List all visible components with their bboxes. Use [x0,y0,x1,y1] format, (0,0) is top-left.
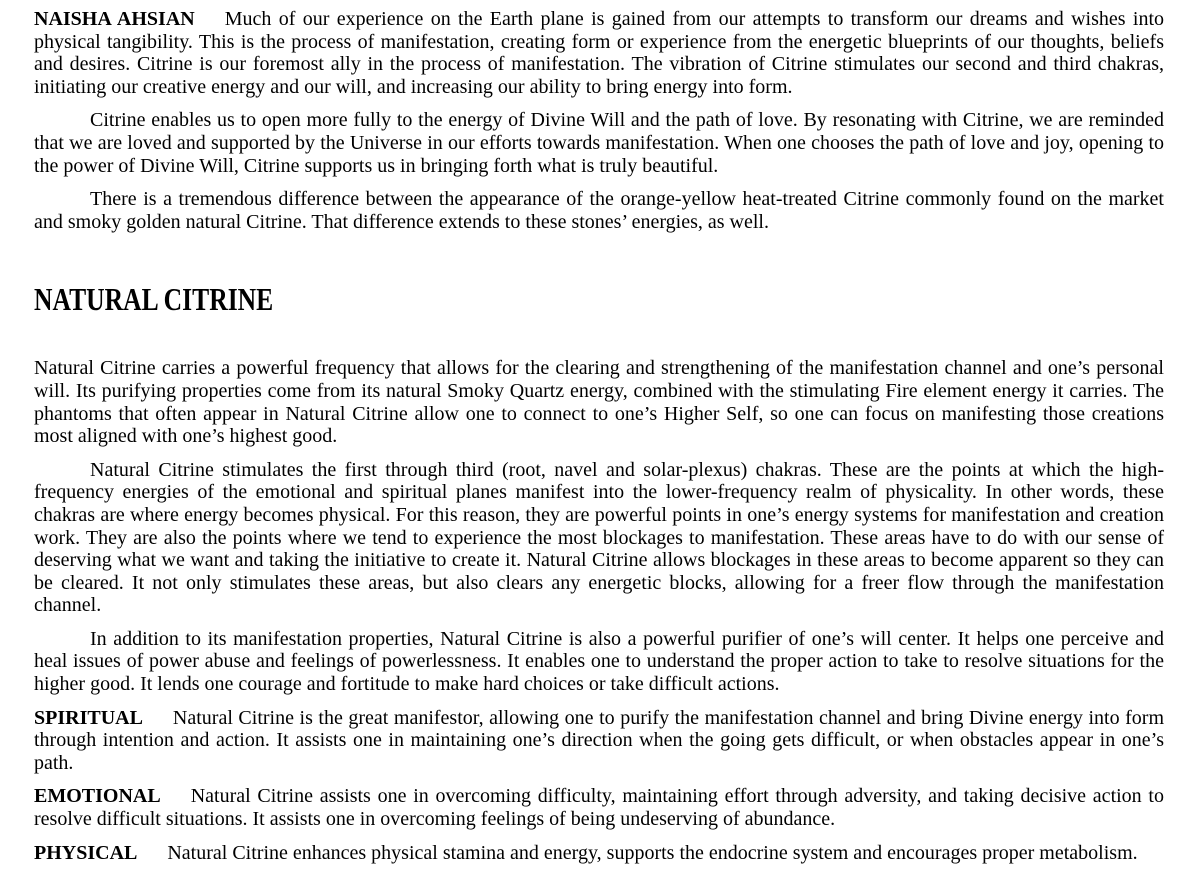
paragraph-text: Natural Citrine carries a powerful frequency that allows for the clearing and strengthening of the manifestation channel and one’s personal will. Its purifying properties come from its natural Smoky Quartz energy, combined with the stimulating Fire element energy it carries. The phantoms that often appear in Natural Citrine allow one to connect to one’s Higher Self, so one can focus on manifesting those creations most aligned with one’s highest good. [34,357,1164,448]
paragraph-text: Natural Citrine assists one in overcoming difficulty, maintaining effort through adversity, and taking decisive action to resolve difficult situations. It assists one in overcoming feelings of being undeserving of abundance. [34,785,1164,831]
intro-paragraph [34,109,1164,177]
author-label: NAISHA AHSIAN [34,8,195,30]
body-paragraph [34,357,1164,447]
paragraph-text: Natural Citrine stimulates the first through third (root, navel and solar-plexus) chakras. These are the points at which the high-frequency energies of the emotional and spiritual planes manifest into the lower-frequency realm of physicality. In other words, these chakras are where energy becomes physical. For this reason, they are powerful points in one’s energy systems for manifestation and creation work. They are also the points where we tend to experience the most blockages to manifestation. These areas have to do with our sense of deserving what we want and taking the initiative to create it. Natural Citrine allows blockages in these areas to become apparent so they can be cleared. It not only stimulates these areas, but also clears any energetic blocks, allowing for a freer flow through the manifestation channel. [34,458,1164,617]
body-paragraph [34,459,1164,617]
section-heading: NATURAL CITRINE [34,281,274,318]
spiritual-label: SPIRITUAL [34,706,143,729]
paragraph-text: Much of our experience on the Earth plane is gained from our attempts to transform our dreams and wishes into physical tangibility. This is the process of manifestation, creating form or experience from the energetic blueprints of our thoughts, beliefs and desires. Citrine is our foremost ally in the process of manifestation. The vibration of Citrine stimulates our second and third chakras, initiating our creative energy and our will, and increasing our ability to bring energy into form. [34,8,1164,98]
paragraph-text: Natural Citrine enhances physical stamina and energy, supports the endocrine system and encourages proper metabolism. [167,841,1138,864]
body-paragraph [34,628,1164,696]
paragraph-text: Natural Citrine is the great manifestor, allowing one to purify the manifestation channel and bring Divine energy into form through intention and action. It assists one in maintaining one’s direction when the going gets difficult, or when obstacles appear in one’s path. [34,706,1164,774]
intro-paragraph [34,8,1164,98]
emotional-label: EMOTIONAL [34,785,161,808]
paragraph-text: There is a tremendous difference between the appearance of the orange-yellow heat-treated Citrine commonly found on the market and smoky golden natural Citrine. That difference extends to these stones’ energies, as well. [34,188,1164,233]
paragraph-text: In addition to its manifestation properties, Natural Citrine is also a powerful purifier of one’s will center. It helps one perceive and heal issues of power abuse and feelings of powerlessness. It enables one to understand the proper action to take to resolve situations for the higher good. It lends one courage and fortitude to make hard choices or take difficult actions. [34,627,1164,696]
property-section-spiritual [34,707,1164,775]
property-section-emotional [34,785,1164,830]
paragraph-text: Citrine enables us to open more fully to the energy of Divine Will and the path of love. By resonating with Citrine, we are reminded that we are loved and supported by the Universe in our efforts towards manifestation. When one chooses the path of love and joy, opening to the power of Divine Will, Citrine supports us in bringing forth what is truly beautiful. [34,109,1164,177]
property-section-physical [34,842,1164,865]
intro-paragraph [34,188,1164,233]
physical-label: PHYSICAL [34,841,138,864]
